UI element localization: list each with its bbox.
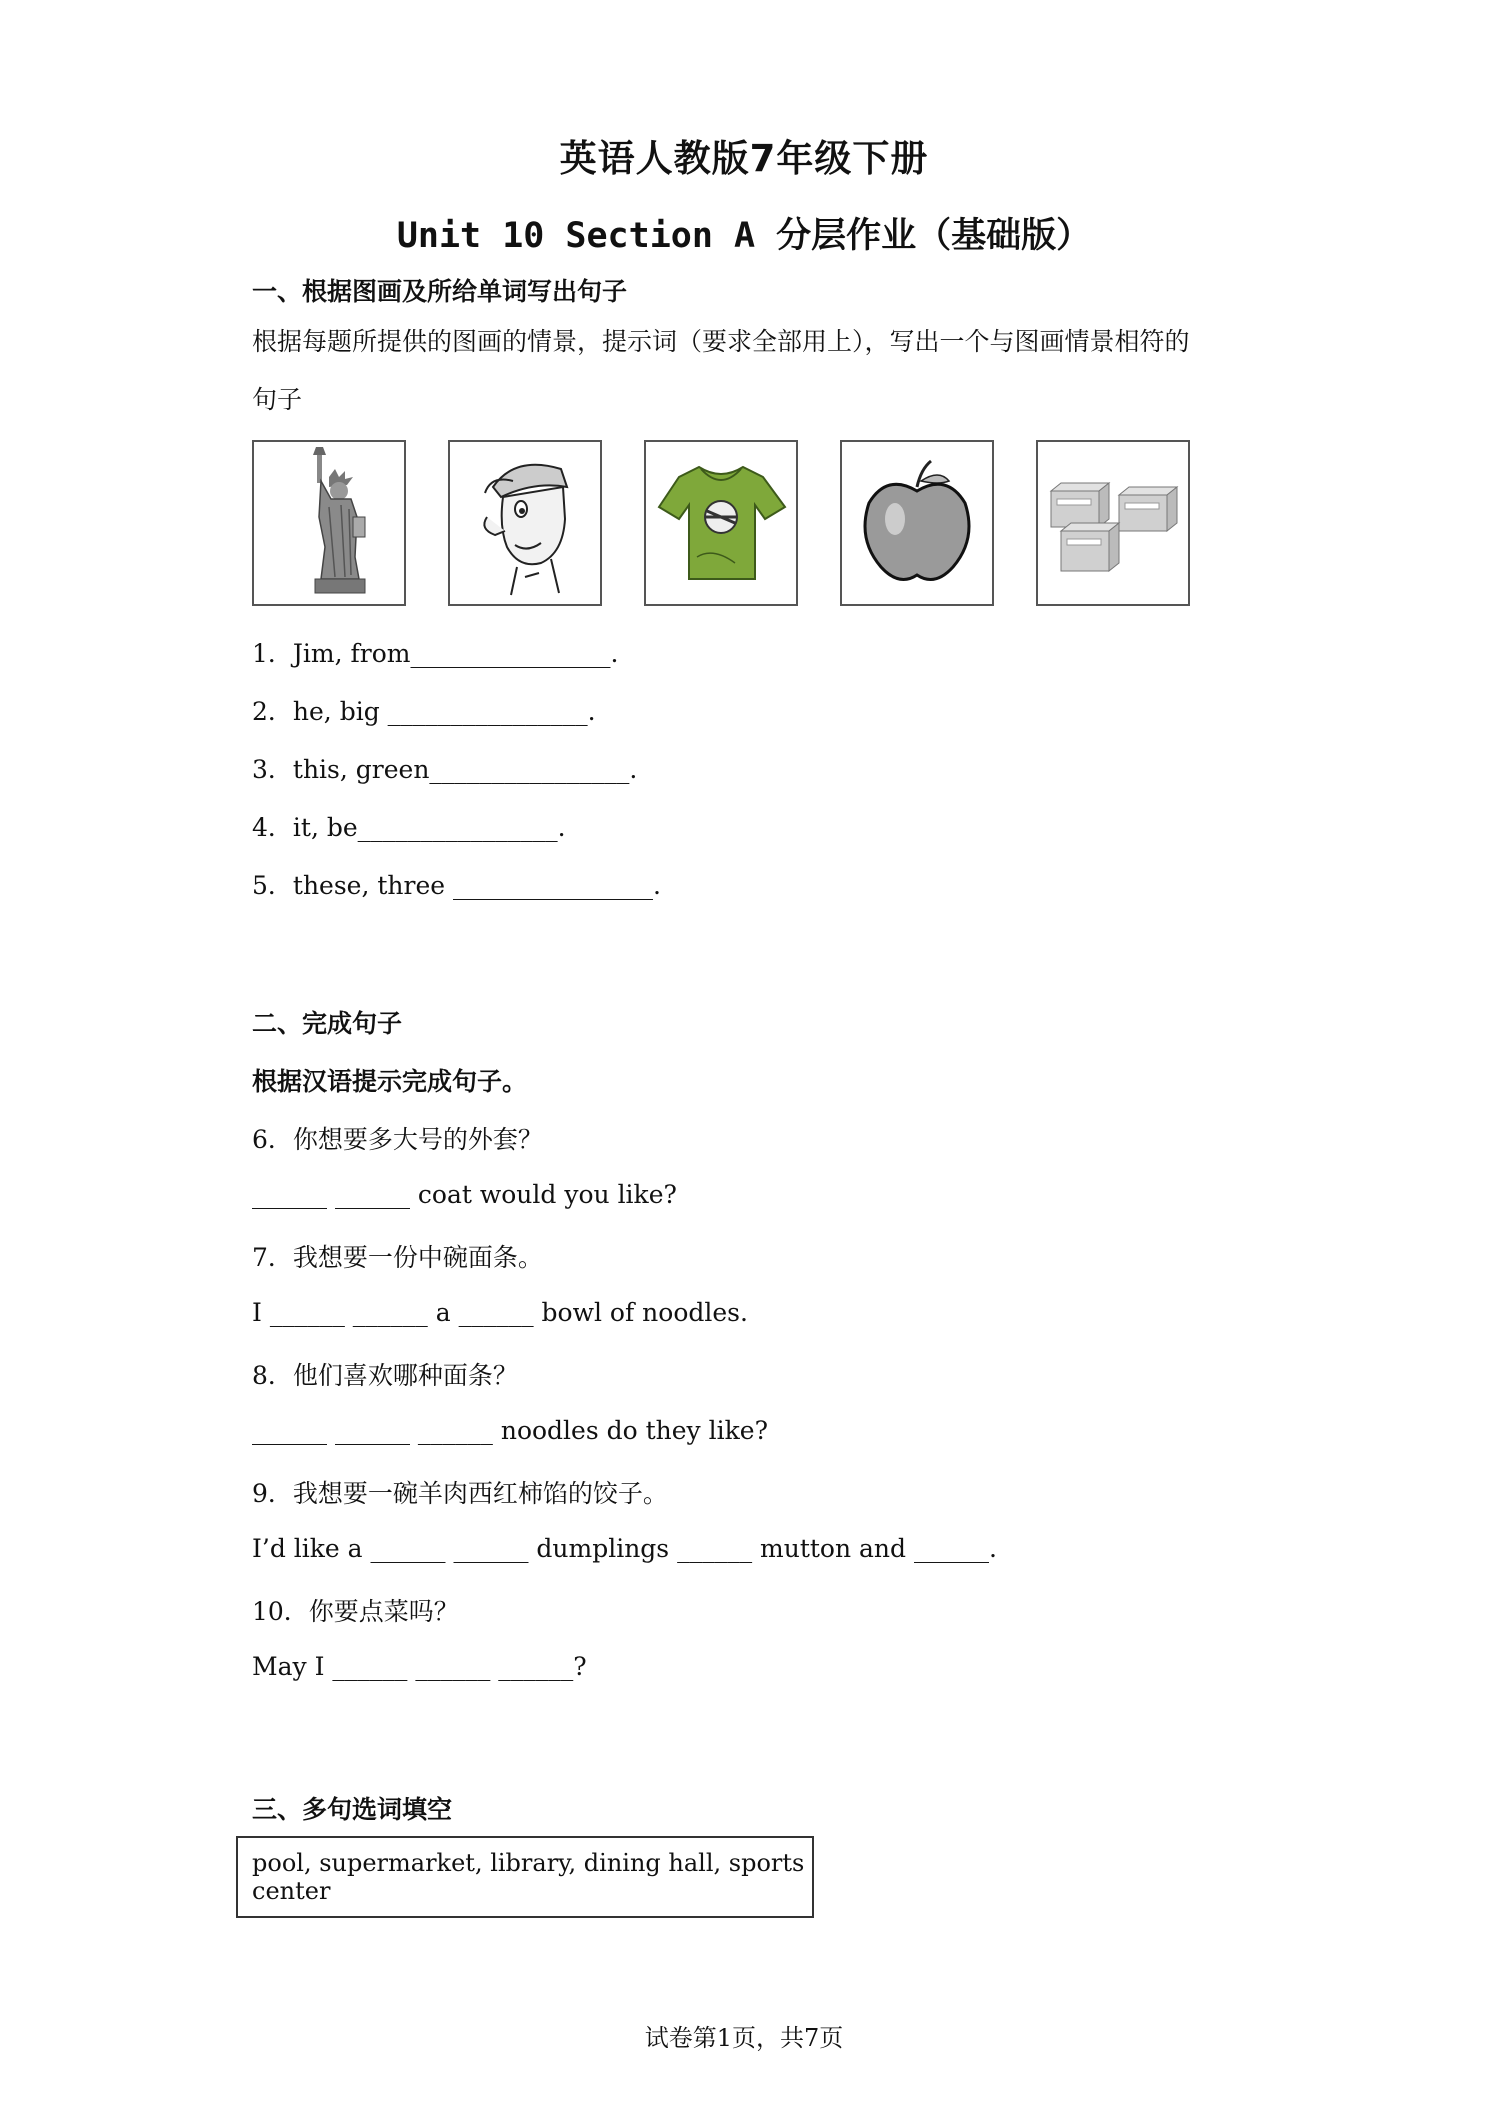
man-with-cap-icon: [455, 447, 595, 599]
green-tshirt-icon: [651, 447, 791, 599]
question-7-answer: I ______ ______ a ______ bowl of noodles.: [252, 1298, 748, 1327]
section1-instruction-cont: 句子: [252, 385, 303, 414]
picture-statue-of-liberty: [252, 440, 406, 606]
question-10-prompt: 10．你要点菜吗？: [252, 1597, 459, 1626]
page-subtitle: Unit 10 Section A 分层作业（基础版）: [396, 216, 1092, 256]
question-5: 5．these, three ________________.: [252, 871, 661, 900]
question-9-prompt: 9．我想要一碗羊肉西红柿馅的饺子。: [252, 1479, 668, 1508]
page-footer: 试卷第1页，共7页: [644, 2024, 844, 2052]
question-1: 1．Jim, from________________.: [252, 639, 619, 668]
section2-heading: 二、完成句子: [252, 1009, 403, 1038]
question-9-answer: I’d like a ______ ______ dumplings ______ mutton and ______.: [252, 1534, 997, 1563]
section2-instruction: 根据汉语提示完成句子。: [252, 1067, 528, 1096]
question-8-prompt: 8．他们喜欢哪种面条？: [252, 1361, 518, 1390]
picture-apple: [840, 440, 994, 606]
picture-boxes: [1036, 440, 1190, 606]
question-7-prompt: 7．我想要一份中碗面条。: [252, 1243, 543, 1272]
boxes-icon: [1043, 447, 1183, 599]
question-8-answer: ______ ______ ______ noodles do they like?: [252, 1416, 768, 1445]
question-10-answer: May I ______ ______ ______?: [252, 1652, 587, 1681]
question-3: 3．this, green________________.: [252, 755, 638, 784]
apple-icon: [847, 447, 987, 599]
section1-heading: 一、根据图画及所给单词写出句子: [252, 277, 628, 306]
picture-man-with-cap: [448, 440, 602, 606]
section3-heading: 三、多句选词填空: [252, 1795, 453, 1824]
picture-green-tshirt: [644, 440, 798, 606]
question-2: 2．he, big ________________.: [252, 697, 596, 726]
page-title: 英语人教版7年级下册: [559, 137, 929, 180]
question-6-prompt: 6．你想要多大号的外套？: [252, 1125, 543, 1154]
section1-instruction: 根据每题所提供的图画的情景，提示词（要求全部用上），写出一个与图画情景相符的: [252, 327, 1190, 356]
question-4: 4．it, be________________.: [252, 813, 566, 842]
word-bank-text: pool, supermarket, library, dining hall, sports center: [252, 1849, 805, 1905]
word-bank-box: [236, 1836, 814, 1918]
statue-of-liberty-icon: [259, 447, 399, 599]
question-6-answer: ______ ______ coat would you like?: [252, 1180, 677, 1209]
